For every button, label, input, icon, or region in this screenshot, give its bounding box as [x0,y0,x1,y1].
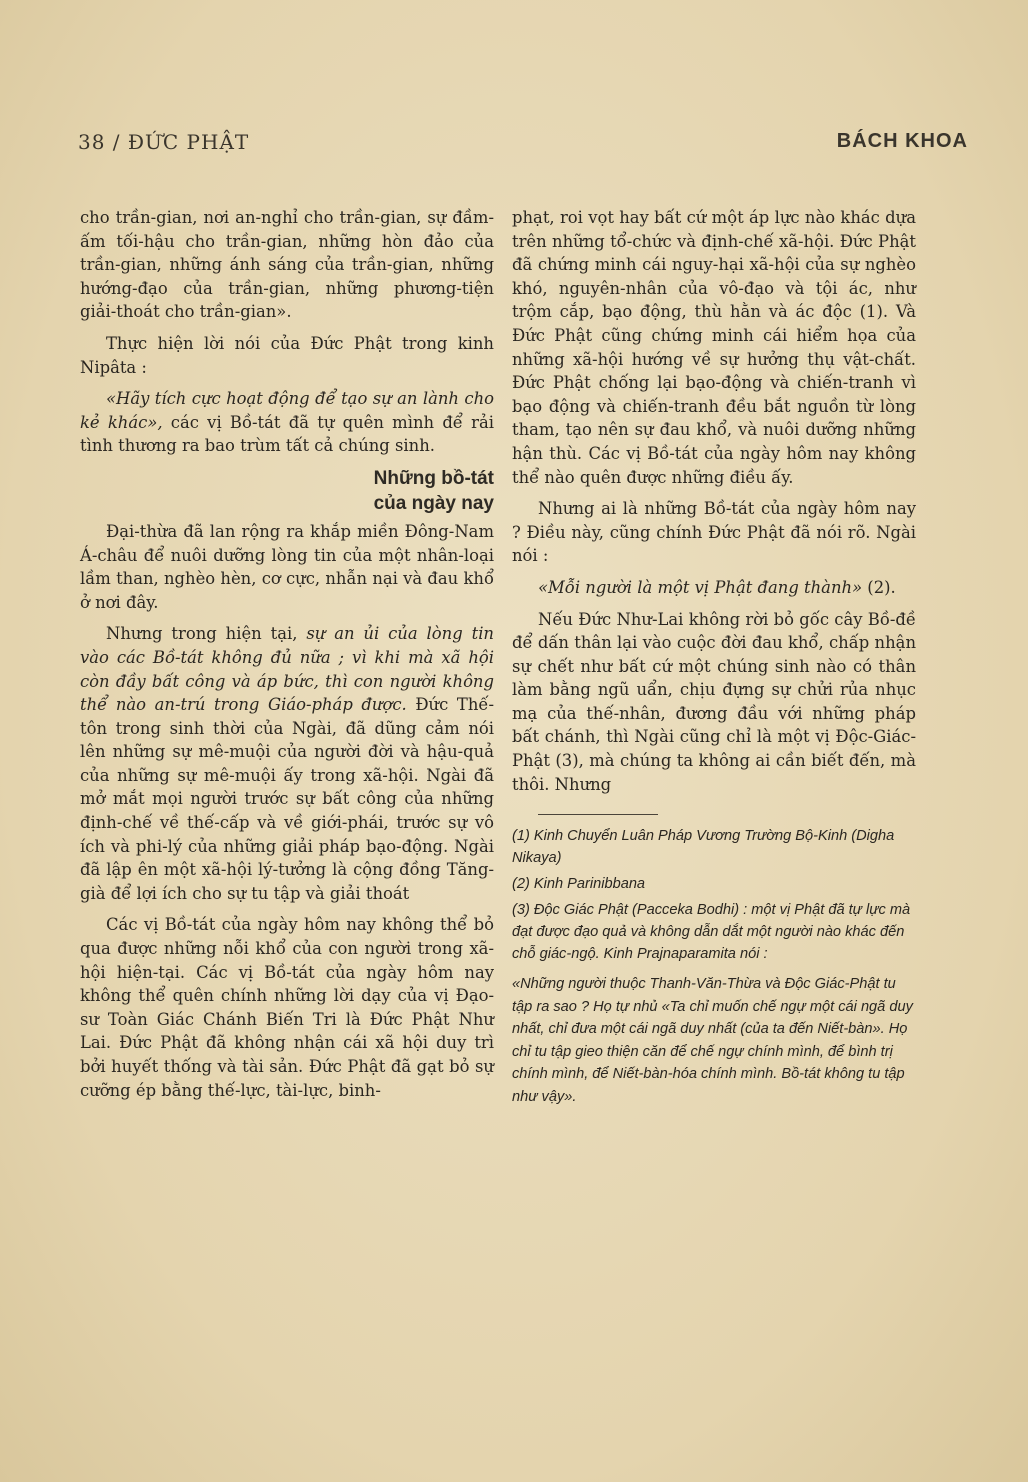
paragraph [512,576,916,600]
footnote: (3) Độc Giác Phật (Pacceka Bodhi) : một vị Phật đã tự lực mà đạt được đạo quả và không dẫn dắt một người nào khác đến chỗ giác-ngộ. Kinh Prajnaparamita nói : [512,902,911,963]
footnote: (2) Kinh Parinibbana [512,876,646,893]
page-header-right: BÁCH KHOA [836,130,968,152]
paragraph [80,622,494,905]
paragraph: Nhưng ai là những Bồ-tát của ngày hôm nay ? Điều này, cũng chính Đức Phật đã nói rõ. Ngài nói : [512,499,916,566]
quote-text: sự an ủi của lòng tin vào các Bồ-tát không đủ nữa ; vì khi mà xã hội còn đầy bất công và áp bức, thì con người không thể nào an-trú trong Giáo-pháp được. [80,624,494,715]
paragraph: cho trần-gian, nơi an-nghỉ cho trần-gian, sự đầm-ấm tối-hậu cho trần-gian, những hòn đảo của trần-gian, những ánh sáng của trần-gian, những hướng-đạo của trần-gian, những phương-tiện giải-thoát cho trần-gian». [80,208,494,322]
footnotes [512,825,916,1108]
section-heading-line: của ngày nay [373,492,494,514]
section-heading-line: Những bồ-tát [373,467,494,489]
body-text: Đức Thế-tôn trong sinh thời của Ngài, đã dũng cảm nói lên những sự mê-muội của người đời và hậu-quả của những sự mê-muội ấy trong xã-hội. Ngài đã mở mắt mọi người trước sự bất công của những định-chế về thế-cấp và về giới-phái, trước sự vô ích và phi-lý của những giải pháp bạo-động. Ngài đã lập ên một xã-hội lý-tưởng là cộng đồng Tăng-già để lợi ích cho sự tu tập và giải thoát [80,695,495,903]
quote-text: «Mỗi người là một vị Phật đang thành» [538,577,863,597]
body-text: (2). [862,577,896,597]
footnote: (1) Kinh Chuyển Luân Pháp Vương Trường Bộ-Kinh (Digha Nikaya) [512,828,895,867]
paragraph [80,387,494,458]
footnote-divider [538,814,658,815]
paragraph: Các vị Bồ-tát của ngày hôm nay không thể bỏ qua được những nỗi khổ của con người trong xã-hội hiện-tại. Các vị Bồ-tát của ngày hôm nay không thể quên chính những lời dạy của vị Đạo-sư Toàn Giác Chánh Biến Tri là Đức Phật Như Lai. Đức Phật đã không nhận cái xã hội duy trì bởi huyết thống và tài sản. Đức Phật đã gạt bỏ sự cưỡng ép bằng thế-lực, tài-lực, binh- [80,915,494,1100]
left-column [80,206,494,1110]
body-text: Nhưng trong hiện tại, [106,624,307,644]
section-heading [80,466,494,516]
footnote-quote: «Những người thuộc Thanh-Văn-Thừa và Độc Giác-Phật tu tập ra sao ? Họ tự nhủ «Ta chỉ muốn chế ngự một cái ngã duy nhất, chỉ đưa một cái ngã duy nhất (của ta đến Niết-bàn». Họ chỉ tu tập gieo thiện căn để chế ngự chính mình, để bình trị chính mình, để Niết-bàn-hóa chính mình. Bồ-tát không tu tập như vậy». [512,976,913,1105]
page-header-left: 38 / ĐỨC PHẬT [78,130,250,154]
quote-text: «Hãy tích cực hoạt động để tạo sự an lành cho kẻ khác», [80,389,494,432]
paragraph: Nếu Đức Như-Lai không rời bỏ gốc cây Bồ-đề để dấn thân lại vào cuộc đời đau khổ, chấp nhận sự chết như bất cứ một chúng sinh nào có thân làm bằng ngũ uẩn, chịu đựng sự chửi rủa nhục mạ của thế-nhân, đương đầu với những pháp bất chánh, thì Ngài cũng chỉ là một vị Độc-Giác-Phật (3), mà chúng ta không ai cần biết đến, mà thôi. Nhưng [512,609,916,794]
body-text: các vị Bồ-tát đã tự quên mình để rải tình thương ra bao trùm tất cả chúng sinh. [80,412,494,456]
paragraph: phạt, roi vọt hay bất cứ một áp lực nào khác dựa trên những tổ-chức và định-chế xã-hội. Đức Phật đã chứng minh cái nguy-hại xã-hội của sự nghèo khó, nguyên-nhân của vô-đạo và tội ác, như trộm cắp, bạo động, thù hằn và ác độc (1). Và Đức Phật cũng chứng minh cái hiểm họa của những xã-hội hướng về sự hưởng thụ vật-chất. Đức Phật chống lại bạo-động và chiến-tranh vì bạo động và chiến-tranh đều bắt nguồn từ lòng tham, tạo nên sự đau khổ, và nuôi dưỡng những hận thù. Các vị Bồ-tát của ngày hôm nay không thể nào quên được những điều ấy. [512,208,916,487]
paragraph: Thực hiện lời nói của Đức Phật trong kinh Nipâta : [80,333,494,377]
right-column [512,206,916,1108]
paragraph: Đại-thừa đã lan rộng ra khắp miền Đông-Nam Á-châu để nuôi dưỡng lòng tin của một nhân-loại lầm than, nghèo hèn, cơ cực, nhẫn nại và đau khổ ở nơi đây. [80,521,494,612]
